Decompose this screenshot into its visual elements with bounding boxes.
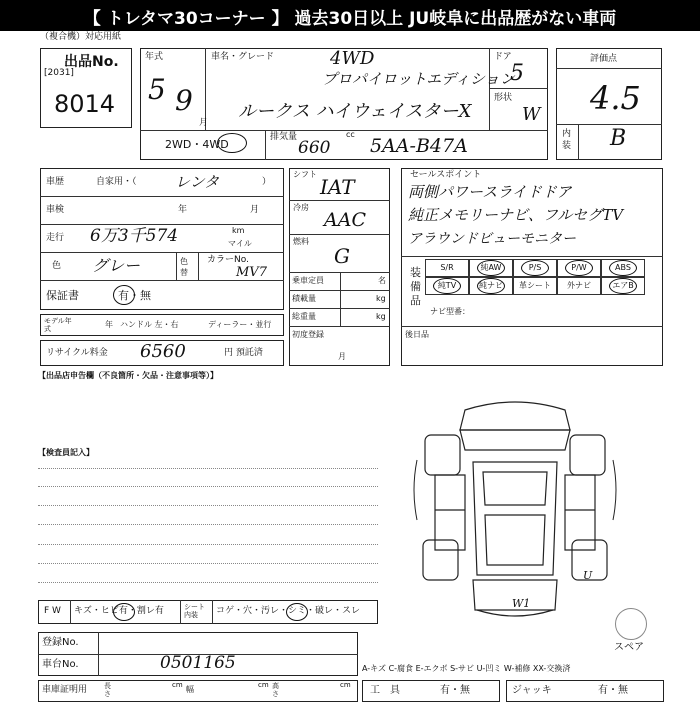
fuel-label: 燃料 <box>293 237 309 246</box>
load-label: 積載量 <box>292 294 316 303</box>
drive-4wd-circle <box>217 133 247 153</box>
cert-width: 幅 <box>186 685 194 694</box>
equipment-check-circle <box>521 260 549 276</box>
displacement-value: 660 <box>298 138 331 158</box>
fw-label: F W <box>44 606 61 616</box>
colorno-value: MV7 <box>236 265 267 280</box>
model-line3: ルークス ハイウェイスターX <box>238 101 472 122</box>
chassis-label: 車台No. <box>42 659 79 670</box>
cert-height: 高さ <box>272 682 279 698</box>
model-label: 車名・グレード <box>211 52 275 62</box>
inspection-label: 車検 <box>46 205 65 215</box>
banner-text: 【 トレタマ30コーナー 】 過去30日以上 JU岐阜に出品歴がない車両 <box>83 9 617 29</box>
recycle-unit: 円 預託済 <box>224 348 263 358</box>
rating-value: 4.5 <box>590 79 641 117</box>
recycle-label: リサイクル料金 <box>46 348 108 358</box>
equipment-check-circle <box>477 278 505 294</box>
capacity-unit: 名 <box>378 276 386 285</box>
spare-label: スペア <box>614 642 644 653</box>
warranty-options: 有・無 <box>118 289 151 302</box>
year-value: 5 <box>148 73 166 106</box>
model-year-handle: ハンドル 左・右 <box>120 320 179 329</box>
displacement-label: 排気量 <box>270 132 298 142</box>
capacity-label: 乗車定員 <box>292 276 324 285</box>
equipment-item: 純ナビ <box>469 277 513 295</box>
damage-legend: A-キズ C-腐食 E-エクボ S-サビ U-凹ミ W-補修 XX-交換済 <box>362 664 571 673</box>
seat-label: シート内装 <box>184 603 205 619</box>
lot-code: [2031] <box>44 68 74 78</box>
firstreg-label: 初度登録 <box>292 330 324 339</box>
doors-label: ドア <box>494 52 512 62</box>
sales-line2: 純正メモリーナビ、フルセグTV <box>408 206 624 224</box>
fw-items: キズ・ヒビ有・割レ有 <box>74 606 164 616</box>
inspection-month: 月 <box>250 205 260 215</box>
color-value: グレー <box>92 256 141 275</box>
model-code: 5AA-B47A <box>370 135 468 157</box>
equipment-item: P/W <box>557 259 601 277</box>
shape-value: W <box>522 104 541 125</box>
history-value: レンタ <box>175 173 220 191</box>
shift-value: IAT <box>320 175 355 199</box>
shift-label: シフト <box>293 170 317 179</box>
aircon-label: 冷房 <box>293 203 309 212</box>
chassis-value: 0501165 <box>160 653 236 673</box>
damage-mark-w1: W1 <box>512 597 531 610</box>
colorno-label: カラーNo. <box>207 255 249 265</box>
weight-label: 総重量 <box>292 312 316 321</box>
spare-tire-circle <box>615 608 647 640</box>
year-label: 年式 <box>145 52 164 62</box>
seat-items: コゲ・穴・汚レ・シミ・破レ・スレ <box>216 606 361 616</box>
fw-crack-circle <box>113 603 135 621</box>
sales-line1: 両側パワースライドドア <box>408 183 572 201</box>
model-year-year: 年 <box>105 320 113 329</box>
seller-notes-label: 【出品店申告欄（不良箇所・欠品・注意事項等）】 <box>38 371 218 380</box>
equipment-item: 純TV <box>425 277 469 295</box>
sales-label: セールスポイント <box>410 170 482 180</box>
cert-width-unit: cm <box>258 681 269 689</box>
equipment-check-circle <box>609 260 637 276</box>
recycle-value: 6560 <box>140 341 186 362</box>
model-line1: 4WD <box>330 48 375 69</box>
shape-label: 形状 <box>494 93 513 103</box>
history-label: 車歴 <box>46 177 65 187</box>
car-damage-diagram <box>405 390 625 630</box>
rating-label: 評価点 <box>590 54 618 64</box>
warranty-label: 保証書 <box>46 289 79 302</box>
equipment-item: ABS <box>601 259 645 277</box>
registration-label: 登録No. <box>42 637 79 648</box>
interior-value: B <box>610 126 627 151</box>
jack-label: ジャッキ <box>512 685 552 696</box>
form-subheader: （複合機）対応用紙 <box>40 32 122 42</box>
warranty-yes-circle <box>113 285 135 305</box>
load-unit: kg <box>376 294 386 303</box>
tools-label: 工 具 <box>370 685 400 696</box>
navi-model-label: ナビ型番： <box>430 307 470 316</box>
sales-line3: アラウンドビューモニター <box>408 231 576 247</box>
mileage-value: 6万3千574 <box>90 226 179 246</box>
equipment-item: 革シート <box>513 277 557 295</box>
model-year-label: モデル年式 <box>44 317 72 333</box>
seat-dirt-circle <box>286 603 308 621</box>
drive-label: 2WD・4WD <box>165 138 229 151</box>
interior-label: 内装 <box>562 129 572 151</box>
inspector-notes-label: 【検査員記入】 <box>38 448 94 457</box>
mileage-label: 走行 <box>46 233 65 243</box>
displacement-unit: cc <box>346 130 355 139</box>
model-year-dealer: ディーラー・並行 <box>208 320 272 329</box>
cert-length: 長さ <box>104 682 111 698</box>
cert-length-unit: cm <box>172 681 183 689</box>
inspection-year: 年 <box>178 205 188 215</box>
equipment-item: P/S <box>513 259 557 277</box>
later-items-label: 後日品 <box>405 330 429 339</box>
color-change-label: 色替 <box>180 257 188 277</box>
year-month-value: 9 <box>175 84 193 117</box>
mileage-unit-km: km <box>232 226 245 235</box>
year-month-unit: 月 <box>199 118 209 128</box>
equipment-check-circle <box>565 260 593 276</box>
weight-unit: kg <box>376 312 386 321</box>
equipment-check-circle <box>477 260 505 276</box>
equipment-label: 装備品 <box>410 266 421 307</box>
damage-mark-u: U <box>583 569 593 582</box>
equipment-item: 純AW <box>469 259 513 277</box>
equipment-check-circle <box>433 278 461 294</box>
equipment-check-circle <box>609 278 637 294</box>
color-label: 色 <box>52 261 62 271</box>
cert-height-unit: cm <box>340 681 351 689</box>
mileage-unit-mile: マイル <box>228 239 252 248</box>
equipment-item: 外ナビ <box>557 277 601 295</box>
history-close: ） <box>262 177 272 187</box>
model-line2: プロパイロットエディション <box>322 70 515 88</box>
aircon-value: AAC <box>324 209 366 231</box>
jack-options: 有・無 <box>598 685 628 696</box>
firstreg-month: 月 <box>338 352 346 361</box>
doors-value: 5 <box>510 61 524 86</box>
equipment-item: S/R <box>425 259 469 277</box>
history-options: 自家用・（ <box>96 177 137 187</box>
equipment-item: エアB <box>601 277 645 295</box>
lot-number: 8014 <box>54 90 116 118</box>
cert-label: 車庫証明用 <box>42 685 88 695</box>
tools-options: 有・無 <box>440 685 470 696</box>
lot-label: 出品No. <box>64 54 119 70</box>
fuel-value: G <box>334 244 350 268</box>
